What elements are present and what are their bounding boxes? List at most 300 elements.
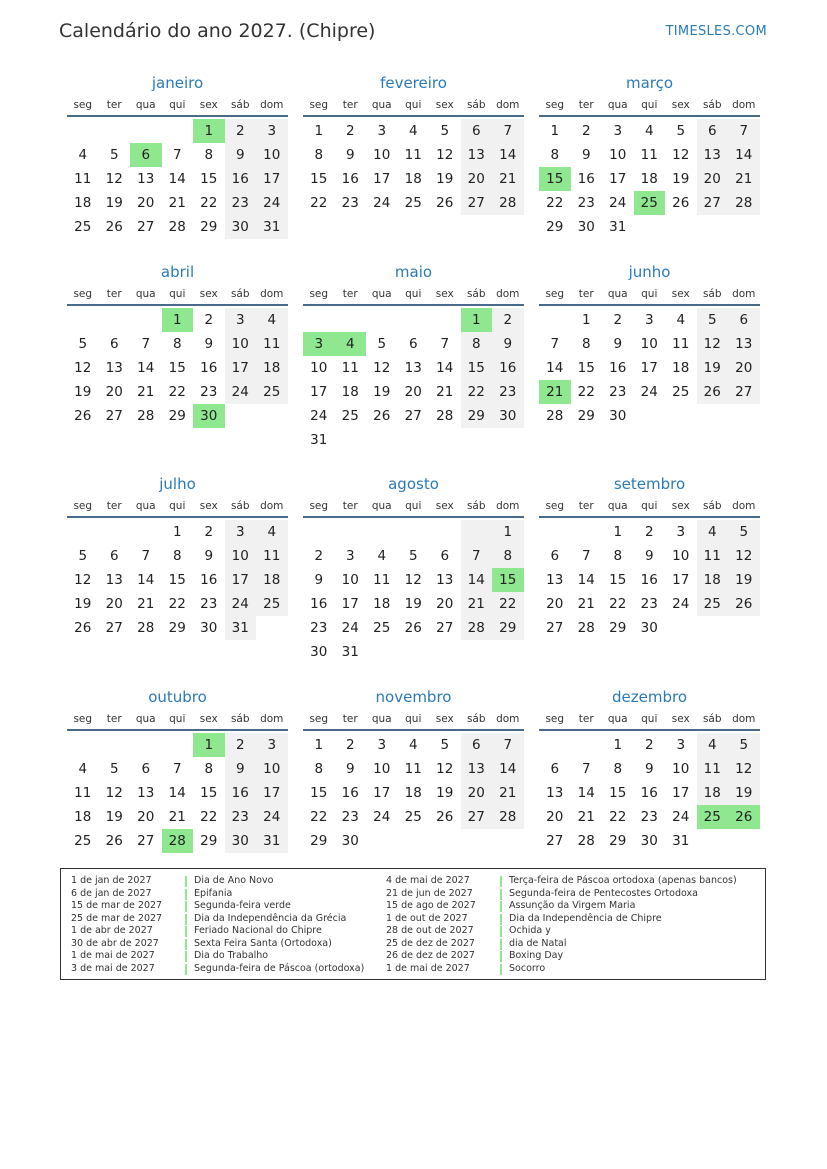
month-julho <box>67 472 288 640</box>
empty-day-cell <box>366 520 398 544</box>
day-cell: 29 <box>609 833 627 849</box>
day-cell: 10 <box>373 761 391 777</box>
day-cell: 11 <box>404 147 422 163</box>
day-cell: 29 <box>310 833 328 849</box>
weekday-label: dom <box>496 500 520 512</box>
day-cell: 13 <box>697 143 729 167</box>
day-cell: 9 <box>225 143 257 167</box>
month-maio <box>303 260 524 452</box>
empty-day-cell <box>67 733 99 757</box>
day-cell: 7 <box>172 147 182 163</box>
day-cell: 26 <box>728 592 760 616</box>
legend-row <box>71 875 364 888</box>
day-cell: 23 <box>310 620 328 636</box>
legend-holiday-name: Terça-feira de Páscoa ortodoxa (apenas bancos) <box>509 875 737 886</box>
day-cell: 26 <box>105 833 123 849</box>
day-cell: 15 <box>461 356 493 380</box>
legend-row <box>386 950 737 963</box>
empty-day-cell <box>162 733 194 757</box>
day-cell: 11 <box>74 785 92 801</box>
day-cell: 30 <box>609 408 627 424</box>
day-cell: 18 <box>404 171 422 187</box>
month-janeiro <box>67 71 288 239</box>
day-cell: 5 <box>728 733 760 757</box>
day-cell: 18 <box>373 596 391 612</box>
weekday-label: dom <box>496 99 520 111</box>
day-cell: 7 <box>461 544 493 568</box>
day-cell: 20 <box>137 195 155 211</box>
weekday-label: sex <box>199 500 218 512</box>
weekday-label: qui <box>641 288 658 300</box>
weekday-label: qua <box>607 99 628 111</box>
day-cell: 12 <box>436 147 454 163</box>
day-cell: 13 <box>105 572 123 588</box>
day-cell: 11 <box>341 360 359 376</box>
day-cell: 12 <box>672 147 690 163</box>
holiday-day-cell: 25 <box>634 191 666 215</box>
legend-marker <box>185 926 187 937</box>
day-cell: 20 <box>436 596 454 612</box>
day-cell: 9 <box>314 572 324 588</box>
day-cell: 15 <box>609 785 627 801</box>
day-cell: 16 <box>341 171 359 187</box>
day-cell: 5 <box>109 147 119 163</box>
day-cell: 24 <box>609 195 627 211</box>
day-cell: 8 <box>492 544 524 568</box>
day-cell: 14 <box>546 360 564 376</box>
day-cell: 22 <box>609 596 627 612</box>
legend-marker <box>500 964 502 975</box>
day-cell: 15 <box>168 360 186 376</box>
weekday-label: sáb <box>230 713 250 725</box>
day-cell: 25 <box>341 408 359 424</box>
day-cell: 12 <box>728 544 760 568</box>
day-cell: 28 <box>461 616 493 640</box>
day-cell: 22 <box>609 809 627 825</box>
empty-day-cell <box>99 119 131 143</box>
weekday-label: seg <box>309 99 329 111</box>
day-cell: 6 <box>461 733 493 757</box>
day-cell: 11 <box>697 544 729 568</box>
day-cell: 7 <box>440 336 450 352</box>
day-cell: 6 <box>697 119 729 143</box>
day-cell: 18 <box>404 785 422 801</box>
day-cell: 26 <box>74 408 92 424</box>
day-cell: 25 <box>256 592 288 616</box>
day-cell: 8 <box>314 761 324 777</box>
legend-holiday-name: Segunda-feira de Pentecostes Ortodoxa <box>509 887 698 899</box>
day-cell: 17 <box>341 596 359 612</box>
day-cell: 21 <box>492 781 524 805</box>
weekday-label: ter <box>342 99 358 111</box>
legend-marker <box>500 876 502 887</box>
legend-marker <box>500 914 502 925</box>
day-cell: 10 <box>256 757 288 781</box>
empty-day-cell <box>67 308 99 332</box>
legend-row <box>71 963 364 976</box>
day-grid <box>67 520 288 640</box>
day-cell: 9 <box>581 147 591 163</box>
day-cell: 20 <box>546 596 564 612</box>
weekday-header <box>67 95 288 117</box>
day-cell: 18 <box>341 384 359 400</box>
day-cell: 14 <box>436 360 454 376</box>
holiday-day-cell: 15 <box>492 568 524 592</box>
day-cell: 1 <box>581 312 591 328</box>
empty-day-cell <box>571 520 603 544</box>
day-cell: 23 <box>225 805 257 829</box>
day-cell: 2 <box>204 524 214 540</box>
day-cell: 13 <box>546 572 564 588</box>
day-cell: 16 <box>200 572 218 588</box>
day-cell: 15 <box>200 171 218 187</box>
day-cell: 20 <box>697 167 729 191</box>
day-cell: 2 <box>225 733 257 757</box>
day-cell: 21 <box>461 592 493 616</box>
weekday-header <box>539 95 760 117</box>
day-cell: 9 <box>204 336 214 352</box>
holiday-day-cell: 1 <box>193 733 225 757</box>
weekday-label: dom <box>732 500 756 512</box>
day-cell: 26 <box>373 408 391 424</box>
holiday-day-cell: 4 <box>335 332 367 356</box>
weekday-label: ter <box>106 500 122 512</box>
day-cell: 9 <box>492 332 524 356</box>
day-cell: 29 <box>492 616 524 640</box>
holiday-day-cell: 28 <box>162 829 194 853</box>
day-cell: 21 <box>168 195 186 211</box>
day-cell: 17 <box>310 384 328 400</box>
day-cell: 17 <box>225 356 257 380</box>
day-cell: 14 <box>492 143 524 167</box>
legend-date: 26 de dez de 2027 <box>386 950 475 961</box>
empty-day-cell <box>162 119 194 143</box>
day-cell: 21 <box>577 596 595 612</box>
day-cell: 31 <box>341 644 359 660</box>
day-cell: 16 <box>609 360 627 376</box>
empty-day-cell <box>67 119 99 143</box>
day-cell: 13 <box>461 757 493 781</box>
day-cell: 17 <box>225 568 257 592</box>
day-cell: 31 <box>310 432 328 448</box>
legend-holiday-name: Epifania <box>194 887 233 899</box>
month-name: maio <box>394 263 433 281</box>
legend-holiday-name: Dia de Ano Novo <box>194 875 274 886</box>
weekday-label: qui <box>169 713 186 725</box>
day-cell: 16 <box>577 171 595 187</box>
day-cell: 3 <box>256 733 288 757</box>
day-cell: 4 <box>78 147 88 163</box>
day-cell: 11 <box>256 332 288 356</box>
day-cell: 12 <box>105 171 123 187</box>
weekday-label: dom <box>732 713 756 725</box>
day-cell: 26 <box>436 195 454 211</box>
month-agosto <box>303 472 524 664</box>
day-cell: 16 <box>200 360 218 376</box>
empty-day-cell <box>130 119 162 143</box>
day-cell: 30 <box>492 404 524 428</box>
day-cell: 2 <box>345 123 355 139</box>
weekday-label: ter <box>106 99 122 111</box>
day-cell: 12 <box>404 572 422 588</box>
weekday-header <box>303 709 524 731</box>
day-cell: 24 <box>256 191 288 215</box>
weekday-label: ter <box>342 713 358 725</box>
empty-day-cell <box>539 308 571 332</box>
day-cell: 14 <box>492 757 524 781</box>
month-name: março <box>625 74 674 92</box>
day-cell: 3 <box>377 737 387 753</box>
day-cell: 27 <box>728 380 760 404</box>
day-cell: 18 <box>74 809 92 825</box>
day-cell: 25 <box>697 592 729 616</box>
empty-day-cell <box>335 308 367 332</box>
day-cell: 30 <box>640 620 658 636</box>
empty-day-cell <box>99 520 131 544</box>
day-cell: 24 <box>640 384 658 400</box>
legend-row <box>386 888 737 901</box>
day-cell: 19 <box>728 568 760 592</box>
day-cell: 11 <box>373 572 391 588</box>
day-cell: 27 <box>546 620 564 636</box>
day-cell: 3 <box>345 548 355 564</box>
day-cell: 14 <box>137 572 155 588</box>
day-cell: 14 <box>168 785 186 801</box>
day-cell: 11 <box>640 147 658 163</box>
day-cell: 29 <box>461 404 493 428</box>
day-cell: 2 <box>314 548 324 564</box>
day-cell: 2 <box>644 524 654 540</box>
month-name: junho <box>628 263 671 281</box>
day-cell: 22 <box>200 195 218 211</box>
legend-row <box>71 950 364 963</box>
day-cell: 12 <box>74 572 92 588</box>
day-cell: 3 <box>676 737 686 753</box>
day-cell: 22 <box>577 384 595 400</box>
day-cell: 29 <box>609 620 627 636</box>
day-cell: 28 <box>492 191 524 215</box>
day-grid <box>303 733 524 853</box>
weekday-label: sex <box>435 99 454 111</box>
weekday-header <box>539 496 760 518</box>
day-cell: 29 <box>168 408 186 424</box>
day-cell: 8 <box>172 336 182 352</box>
weekday-label: sáb <box>230 288 250 300</box>
weekday-label: seg <box>545 500 565 512</box>
weekday-label: ter <box>578 288 594 300</box>
day-cell: 17 <box>609 171 627 187</box>
weekday-label: sáb <box>466 500 486 512</box>
weekday-label: sex <box>671 288 690 300</box>
month-março <box>539 71 760 239</box>
day-cell: 31 <box>256 829 288 853</box>
day-grid <box>539 520 760 640</box>
holiday-day-cell: 30 <box>193 404 225 428</box>
day-cell: 3 <box>225 520 257 544</box>
day-cell: 31 <box>225 616 257 640</box>
day-cell: 26 <box>672 195 690 211</box>
day-cell: 20 <box>105 384 123 400</box>
weekday-label: sex <box>199 99 218 111</box>
day-cell: 15 <box>609 572 627 588</box>
day-cell: 5 <box>78 336 88 352</box>
empty-day-cell <box>539 520 571 544</box>
day-cell: 12 <box>436 761 454 777</box>
day-cell: 10 <box>310 360 328 376</box>
empty-day-cell <box>303 520 335 544</box>
weekday-label: seg <box>309 713 329 725</box>
day-cell: 18 <box>74 195 92 211</box>
month-outubro <box>67 685 288 853</box>
weekday-label: qui <box>405 288 422 300</box>
brand-link[interactable]: TIMESLES.COM <box>665 24 767 39</box>
day-cell: 24 <box>310 408 328 424</box>
weekday-label: sex <box>671 99 690 111</box>
legend-date: 3 de mai de 2027 <box>71 962 155 974</box>
day-cell: 20 <box>461 167 493 191</box>
day-cell: 9 <box>613 336 623 352</box>
day-cell: 24 <box>672 809 690 825</box>
weekday-label: sex <box>435 288 454 300</box>
day-cell: 30 <box>200 620 218 636</box>
day-cell: 23 <box>640 596 658 612</box>
day-cell: 27 <box>461 805 493 829</box>
month-name: julho <box>159 475 196 493</box>
day-cell: 1 <box>314 123 324 139</box>
holiday-day-cell: 25 <box>697 805 729 829</box>
day-cell: 4 <box>697 520 729 544</box>
day-cell: 13 <box>105 360 123 376</box>
weekday-label: ter <box>342 500 358 512</box>
day-cell: 19 <box>373 384 391 400</box>
day-cell: 1 <box>492 520 524 544</box>
month-junho <box>539 260 760 428</box>
legend-marker <box>185 951 187 962</box>
day-cell: 5 <box>440 737 450 753</box>
day-cell: 1 <box>613 737 623 753</box>
legend-marker <box>185 939 187 950</box>
weekday-label: qua <box>607 713 628 725</box>
legend-row <box>386 925 737 938</box>
day-cell: 5 <box>377 336 387 352</box>
day-cell: 23 <box>640 809 658 825</box>
month-name: agosto <box>388 475 439 493</box>
legend-marker <box>185 876 187 887</box>
weekday-label: qua <box>135 713 156 725</box>
day-cell: 18 <box>697 568 729 592</box>
day-cell: 8 <box>613 548 623 564</box>
weekday-label: qui <box>169 500 186 512</box>
month-name: dezembro <box>612 688 687 706</box>
day-cell: 9 <box>644 548 654 564</box>
weekday-header <box>539 284 760 306</box>
weekday-label: ter <box>342 288 358 300</box>
day-cell: 6 <box>728 308 760 332</box>
weekday-label: qui <box>405 500 422 512</box>
empty-day-cell <box>99 308 131 332</box>
day-cell: 6 <box>109 548 119 564</box>
day-cell: 9 <box>204 548 214 564</box>
day-cell: 13 <box>404 360 422 376</box>
weekday-label: qua <box>371 713 392 725</box>
legend-date: 25 de dez de 2027 <box>386 937 475 949</box>
day-cell: 26 <box>436 809 454 825</box>
day-cell: 4 <box>644 123 654 139</box>
day-cell: 5 <box>676 123 686 139</box>
day-cell: 27 <box>546 833 564 849</box>
day-cell: 17 <box>640 360 658 376</box>
day-cell: 3 <box>613 123 623 139</box>
day-cell: 6 <box>550 761 560 777</box>
weekday-label: seg <box>73 99 93 111</box>
legend-date: 15 de mar de 2027 <box>71 900 163 911</box>
day-cell: 7 <box>581 548 591 564</box>
day-cell: 10 <box>256 143 288 167</box>
weekday-label: qua <box>371 500 392 512</box>
day-cell: 22 <box>310 809 328 825</box>
day-cell: 19 <box>436 785 454 801</box>
day-cell: 13 <box>137 171 155 187</box>
weekday-label: qua <box>607 500 628 512</box>
legend-marker <box>500 889 502 900</box>
day-cell: 1 <box>613 524 623 540</box>
legend-date: 1 de out de 2027 <box>386 912 468 924</box>
weekday-label: qui <box>641 500 658 512</box>
weekday-label: dom <box>260 99 284 111</box>
weekday-label: qui <box>169 99 186 111</box>
weekday-label: seg <box>309 500 329 512</box>
weekday-label: dom <box>496 288 520 300</box>
holiday-day-cell: 21 <box>539 380 571 404</box>
day-cell: 11 <box>256 544 288 568</box>
weekday-label: seg <box>73 288 93 300</box>
weekday-label: ter <box>578 500 594 512</box>
day-cell: 15 <box>577 360 595 376</box>
legend-holiday-name: Boxing Day <box>509 950 564 961</box>
day-cell: 2 <box>581 123 591 139</box>
day-cell: 12 <box>728 757 760 781</box>
day-cell: 10 <box>225 332 257 356</box>
day-cell: 21 <box>577 809 595 825</box>
legend-date: 15 de ago de 2027 <box>386 900 476 911</box>
month-name: janeiro <box>151 74 204 92</box>
weekday-label: sáb <box>702 99 722 111</box>
weekday-label: sex <box>199 288 218 300</box>
legend-holiday-name: Socorro <box>509 962 546 974</box>
weekday-label: qui <box>641 99 658 111</box>
day-cell: 31 <box>609 219 627 235</box>
weekday-label: seg <box>73 500 93 512</box>
day-cell: 24 <box>373 809 391 825</box>
day-cell: 10 <box>672 761 690 777</box>
day-cell: 19 <box>105 195 123 211</box>
day-cell: 4 <box>78 761 88 777</box>
empty-day-cell <box>429 308 461 332</box>
day-cell: 2 <box>225 119 257 143</box>
day-cell: 11 <box>697 757 729 781</box>
day-cell: 4 <box>676 312 686 328</box>
day-cell: 5 <box>408 548 418 564</box>
holiday-day-cell: 26 <box>728 805 760 829</box>
day-cell: 14 <box>577 572 595 588</box>
empty-day-cell <box>130 733 162 757</box>
legend-date: 1 de mai de 2027 <box>71 950 155 961</box>
month-dezembro <box>539 685 760 853</box>
legend-date: 28 de out de 2027 <box>386 925 474 936</box>
day-cell: 13 <box>137 785 155 801</box>
day-cell: 9 <box>345 761 355 777</box>
weekday-label: sáb <box>230 99 250 111</box>
